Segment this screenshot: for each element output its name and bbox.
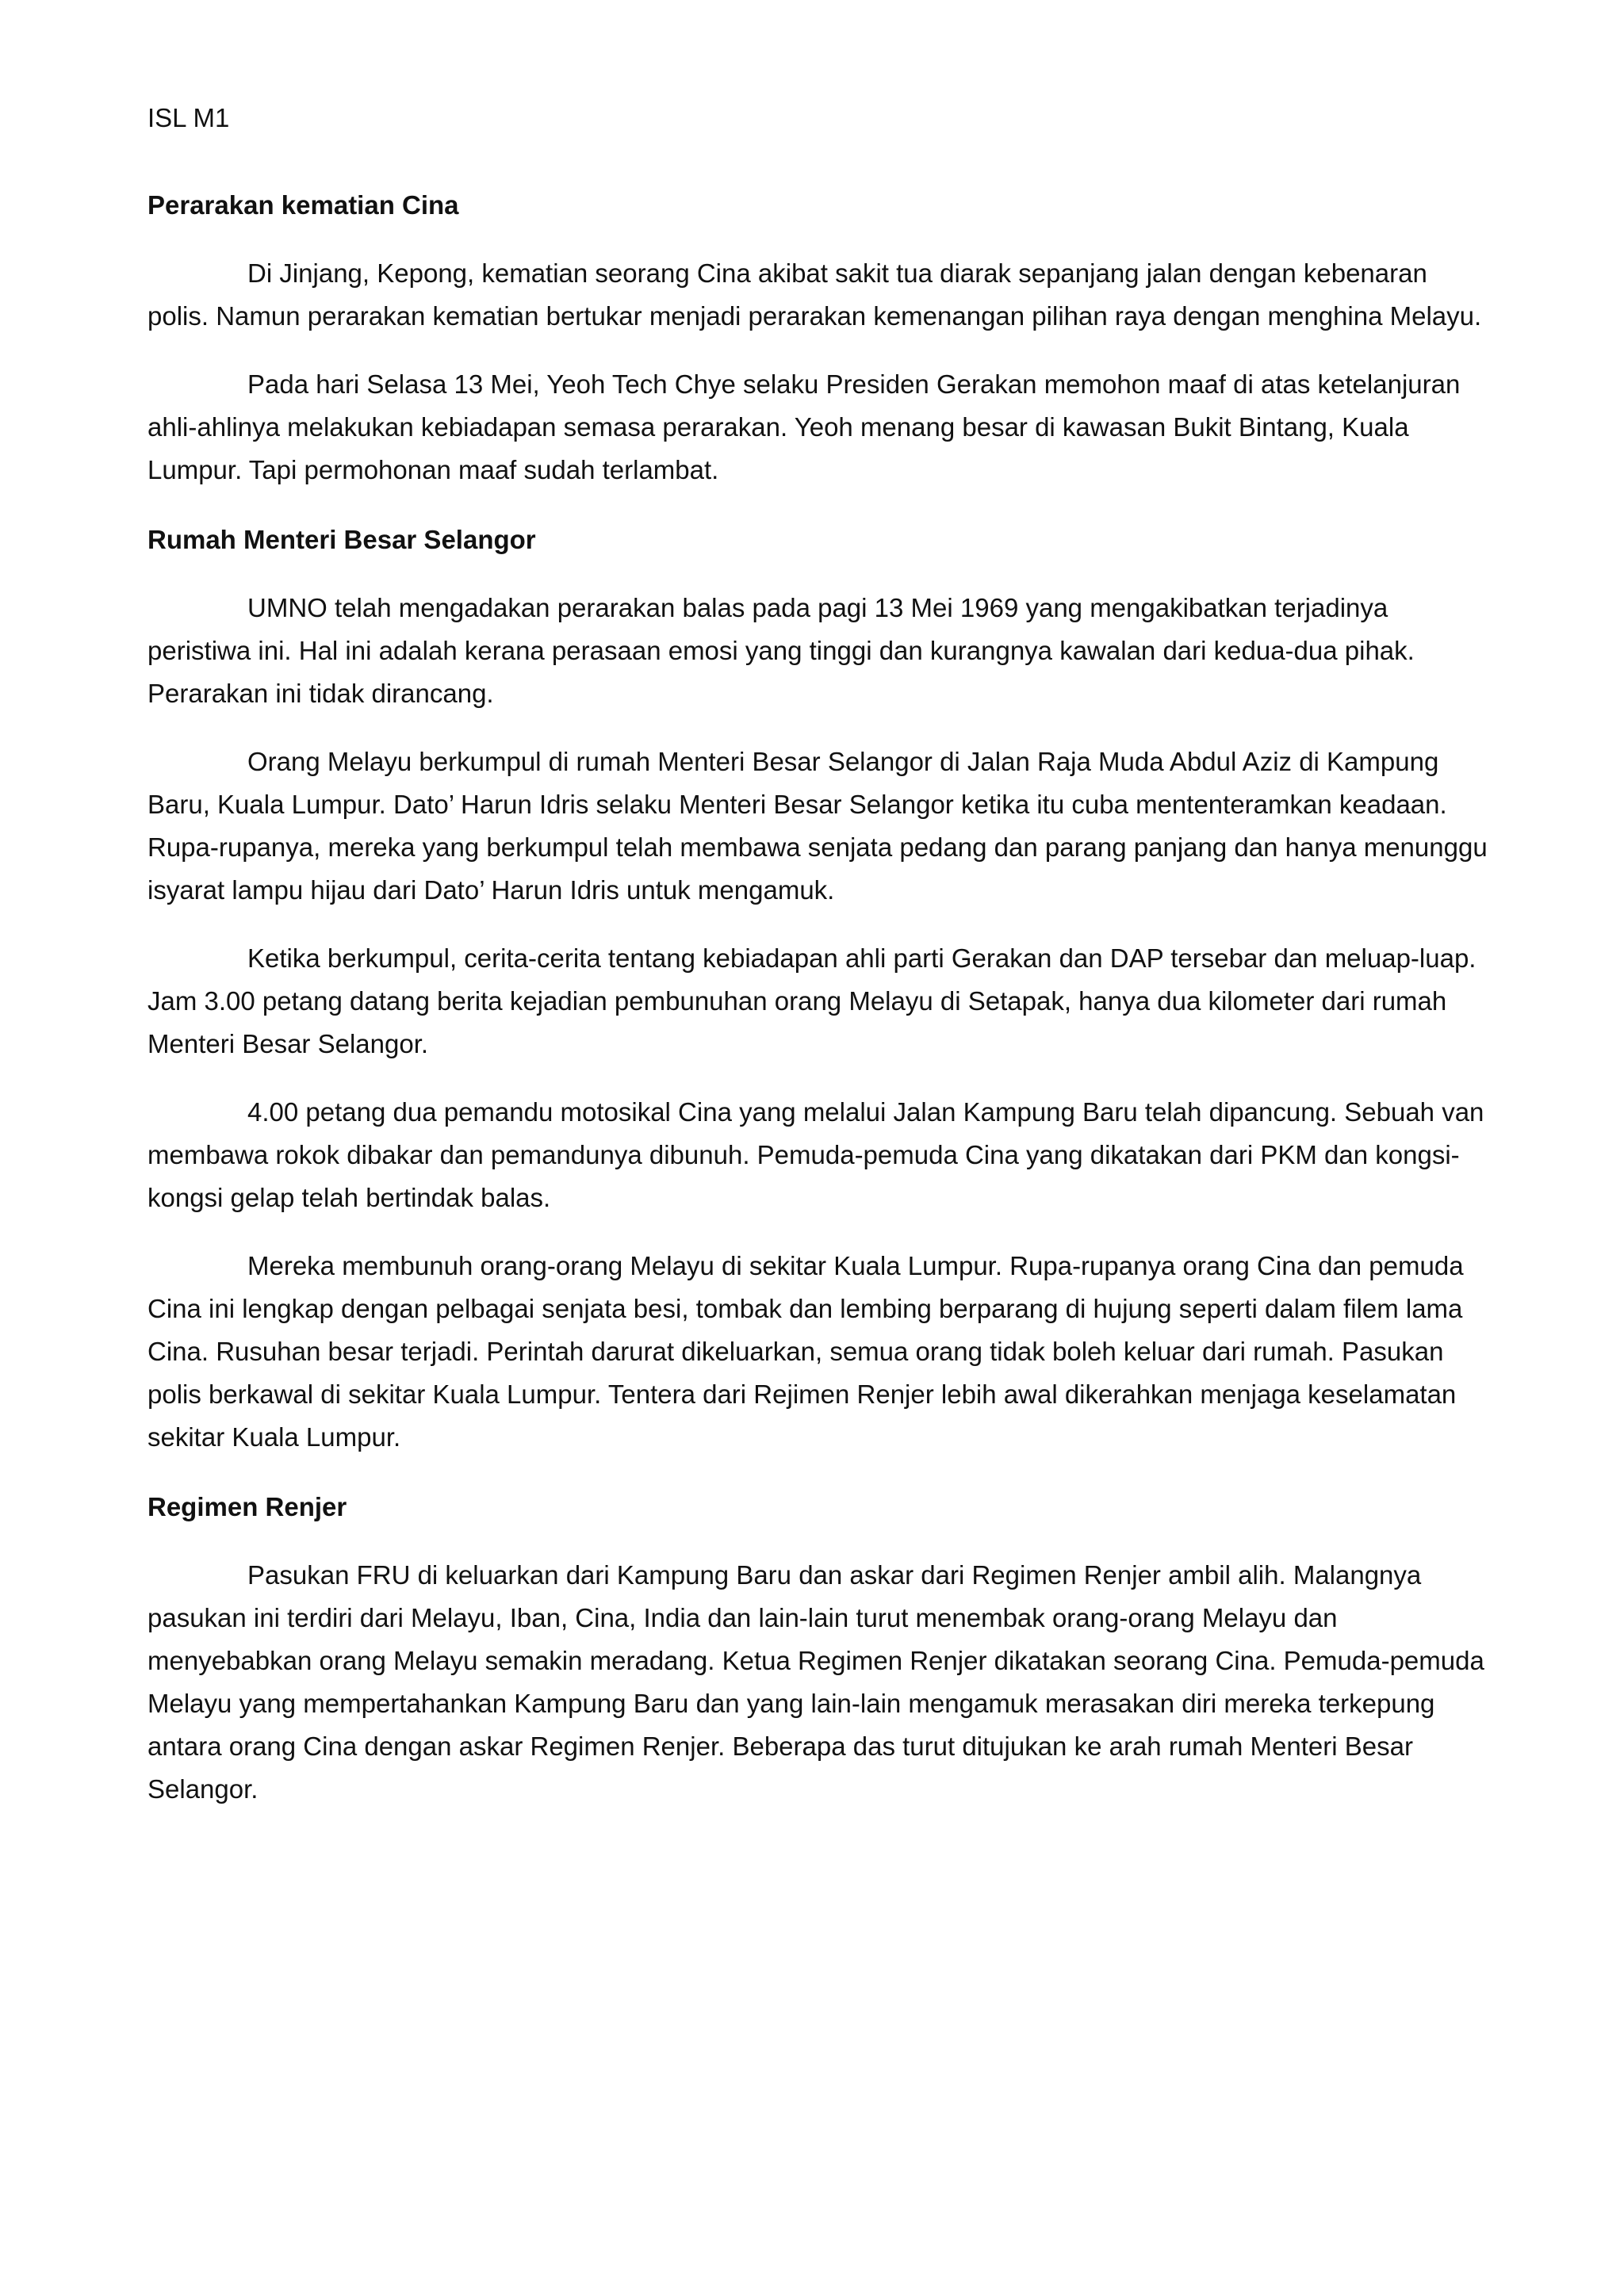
- document-body: [147, 97, 1488, 1811]
- section-2-paragraph-2: Orang Melayu berkumpul di rumah Menteri Besar Selangor di Jalan Raja Muda Abdul Aziz di Kampung Baru, Kuala Lumpur. Dato’ Harun Idris selaku Menteri Besar Selangor ketika itu cuba mententeramkan keadaan. Rupa-rupanya, mereka yang berkumpul telah membawa senjata pedang dan parang panjang dan hanya menunggu isyarat lampu hijau dari Dato’ Harun Idris untuk mengamuk.: [147, 747, 1488, 905]
- section-2-paragraph-4: 4.00 petang dua pemandu motosikal Cina yang melalui Jalan Kampung Baru telah dipancung. Sebuah van membawa rokok dibakar dan pemandunya dibunuh. Pemuda-pemuda Cina yang dikatakan dari PKM dan kongsi-kongsi gelap telah bertindak balas.: [147, 1097, 1484, 1212]
- section-1-paragraph-2: Pada hari Selasa 13 Mei, Yeoh Tech Chye selaku Presiden Gerakan memohon maaf di atas ketelanjuran ahli-ahlinya melakukan kebiadapan semasa perarakan. Yeoh menang besar di kawasan Bukit Bintang, Kuala Lumpur. Tapi permohonan maaf sudah terlambat.: [147, 369, 1461, 484]
- section-1-paragraph-1: Di Jinjang, Kepong, kematian seorang Cina akibat sakit tua diarak sepanjang jalan dengan kebenaran polis. Namun perarakan kematian bertukar menjadi perarakan kemenangan pilihan raya dengan menghina Melayu.: [147, 258, 1482, 331]
- section-heading-regimen-renjer: Regimen Renjer: [147, 1492, 347, 1521]
- section-heading-rumah-menteri-besar-selangor: Rumah Menteri Besar Selangor: [147, 525, 536, 554]
- section-3-paragraph-1: Pasukan FRU di keluarkan dari Kampung Baru dan askar dari Regimen Renjer ambil alih. Malangnya pasukan ini terdiri dari Melayu, Iban, Cina, India dan lain-lain turut menembak orang-orang Melayu dan menyebabkan orang Melayu semakin meradang. Ketua Regimen Renjer dikatakan seorang Cina. Pemuda-pemuda Melayu yang mempertahankan Kampung Baru dan yang lain-lain mengamuk merasakan diri mereka terkepung antara orang Cina dengan askar Regimen Renjer. Beberapa das turut ditujukan ke arah rumah Menteri Besar Selangor.: [147, 1560, 1484, 1804]
- section-2-paragraph-5: Mereka membunuh orang-orang Melayu di sekitar Kuala Lumpur. Rupa-rupanya orang Cina dan pemuda Cina ini lengkap dengan pelbagai senjata besi, tombak dan lembing berparang di hujung seperti dalam filem lama Cina. Rusuhan besar terjadi. Perintah darurat dikeluarkan, semua orang tidak boleh keluar dari rumah. Pasukan polis berkawal di sekitar Kuala Lumpur. Tentera dari Rejimen Renjer lebih awal dikerahkan menjaga keselamatan sekitar Kuala Lumpur.: [147, 1251, 1464, 1452]
- section-2-paragraph-1: UMNO telah mengadakan perarakan balas pada pagi 13 Mei 1969 yang mengakibatkan terjadinya peristiwa ini. Hal ini adalah kerana perasaan emosi yang tinggi dan kurangnya kawalan dari kedua-dua pihak. Perarakan ini tidak dirancang.: [147, 593, 1415, 708]
- section-heading-perarakan-kematian-cina: Perarakan kematian Cina: [147, 190, 459, 220]
- section-2-paragraph-3: Ketika berkumpul, cerita-cerita tentang kebiadapan ahli parti Gerakan dan DAP tersebar dan meluap-luap. Jam 3.00 petang datang berita kejadian pembunuhan orang Melayu di Setapak, hanya dua kilometer dari rumah Menteri Besar Selangor.: [147, 943, 1477, 1058]
- document-code: ISL M1: [147, 103, 230, 132]
